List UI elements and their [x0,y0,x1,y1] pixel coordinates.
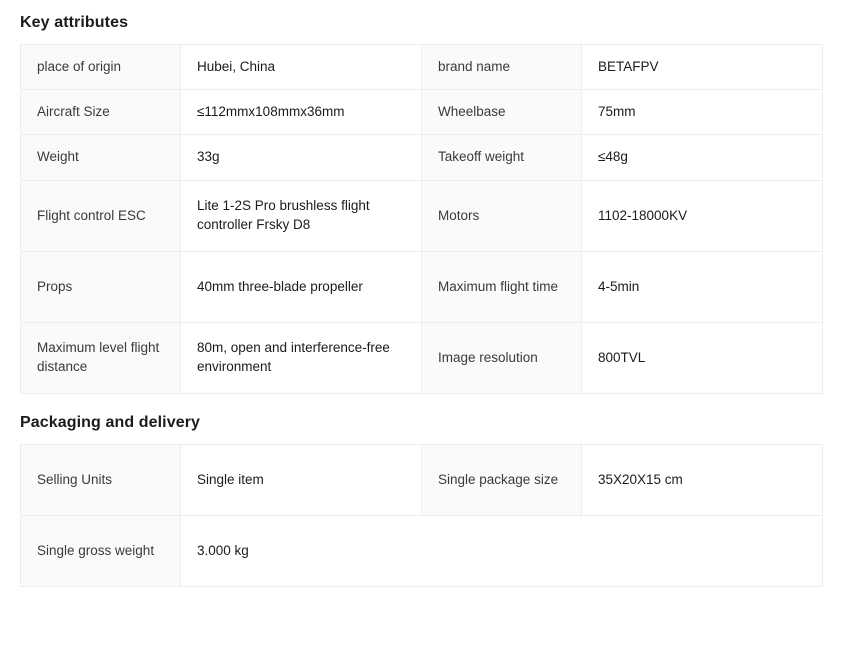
attr-label: Props [21,251,181,322]
table-row [21,135,823,180]
table-row [21,251,823,322]
pack-value: Single item [181,444,422,515]
table-row [21,515,823,586]
packaging-title: Packaging and delivery [20,413,201,431]
key-attributes-title: Key attributes [20,14,129,31]
pack-label: Single gross weight [21,515,181,586]
product-specs-page [0,14,852,587]
table-row [21,180,823,251]
table-row [21,45,823,90]
table-row [21,90,823,135]
attr-value: Lite 1-2S Pro brushless flight controller Frsky D8 [181,180,422,251]
section-spacer [20,394,832,400]
attr-value: BETAFPV [582,45,823,90]
attr-value: 1102-18000KV [582,180,823,251]
table-row [21,322,823,393]
pack-value: 35X20X15 cm [582,444,823,515]
table-row [21,444,823,515]
attr-label: brand name [422,45,582,90]
pack-label: Selling Units [21,444,181,515]
attr-label: Motors [422,180,582,251]
attr-label: Wheelbase [422,90,582,135]
attr-label: Aircraft Size [21,90,181,135]
pack-label: Single package size [422,444,582,515]
attr-label: place of origin [21,45,181,90]
packaging-table [20,444,823,587]
attr-label: Maximum level flight distance [21,322,181,393]
attr-value: 75mm [582,90,823,135]
attr-value: ≤48g [582,135,823,180]
attr-value: 33g [181,135,422,180]
attr-label: Weight [21,135,181,180]
key-attributes-table [20,44,823,394]
attr-value: ≤112mmx108mmx36mm [181,90,422,135]
attr-value: 40mm three-blade propeller [181,251,422,322]
attr-label: Image resolution [422,322,582,393]
attr-value: 4-5min [582,251,823,322]
attr-value: 800TVL [582,322,823,393]
attr-label: Takeoff weight [422,135,582,180]
attr-value: 80m, open and interference-free environment [181,322,422,393]
attr-label: Maximum flight time [422,251,582,322]
attr-label: Flight control ESC [21,180,181,251]
attr-value: Hubei, China [181,45,422,90]
pack-value: 3.000 kg [181,515,823,586]
